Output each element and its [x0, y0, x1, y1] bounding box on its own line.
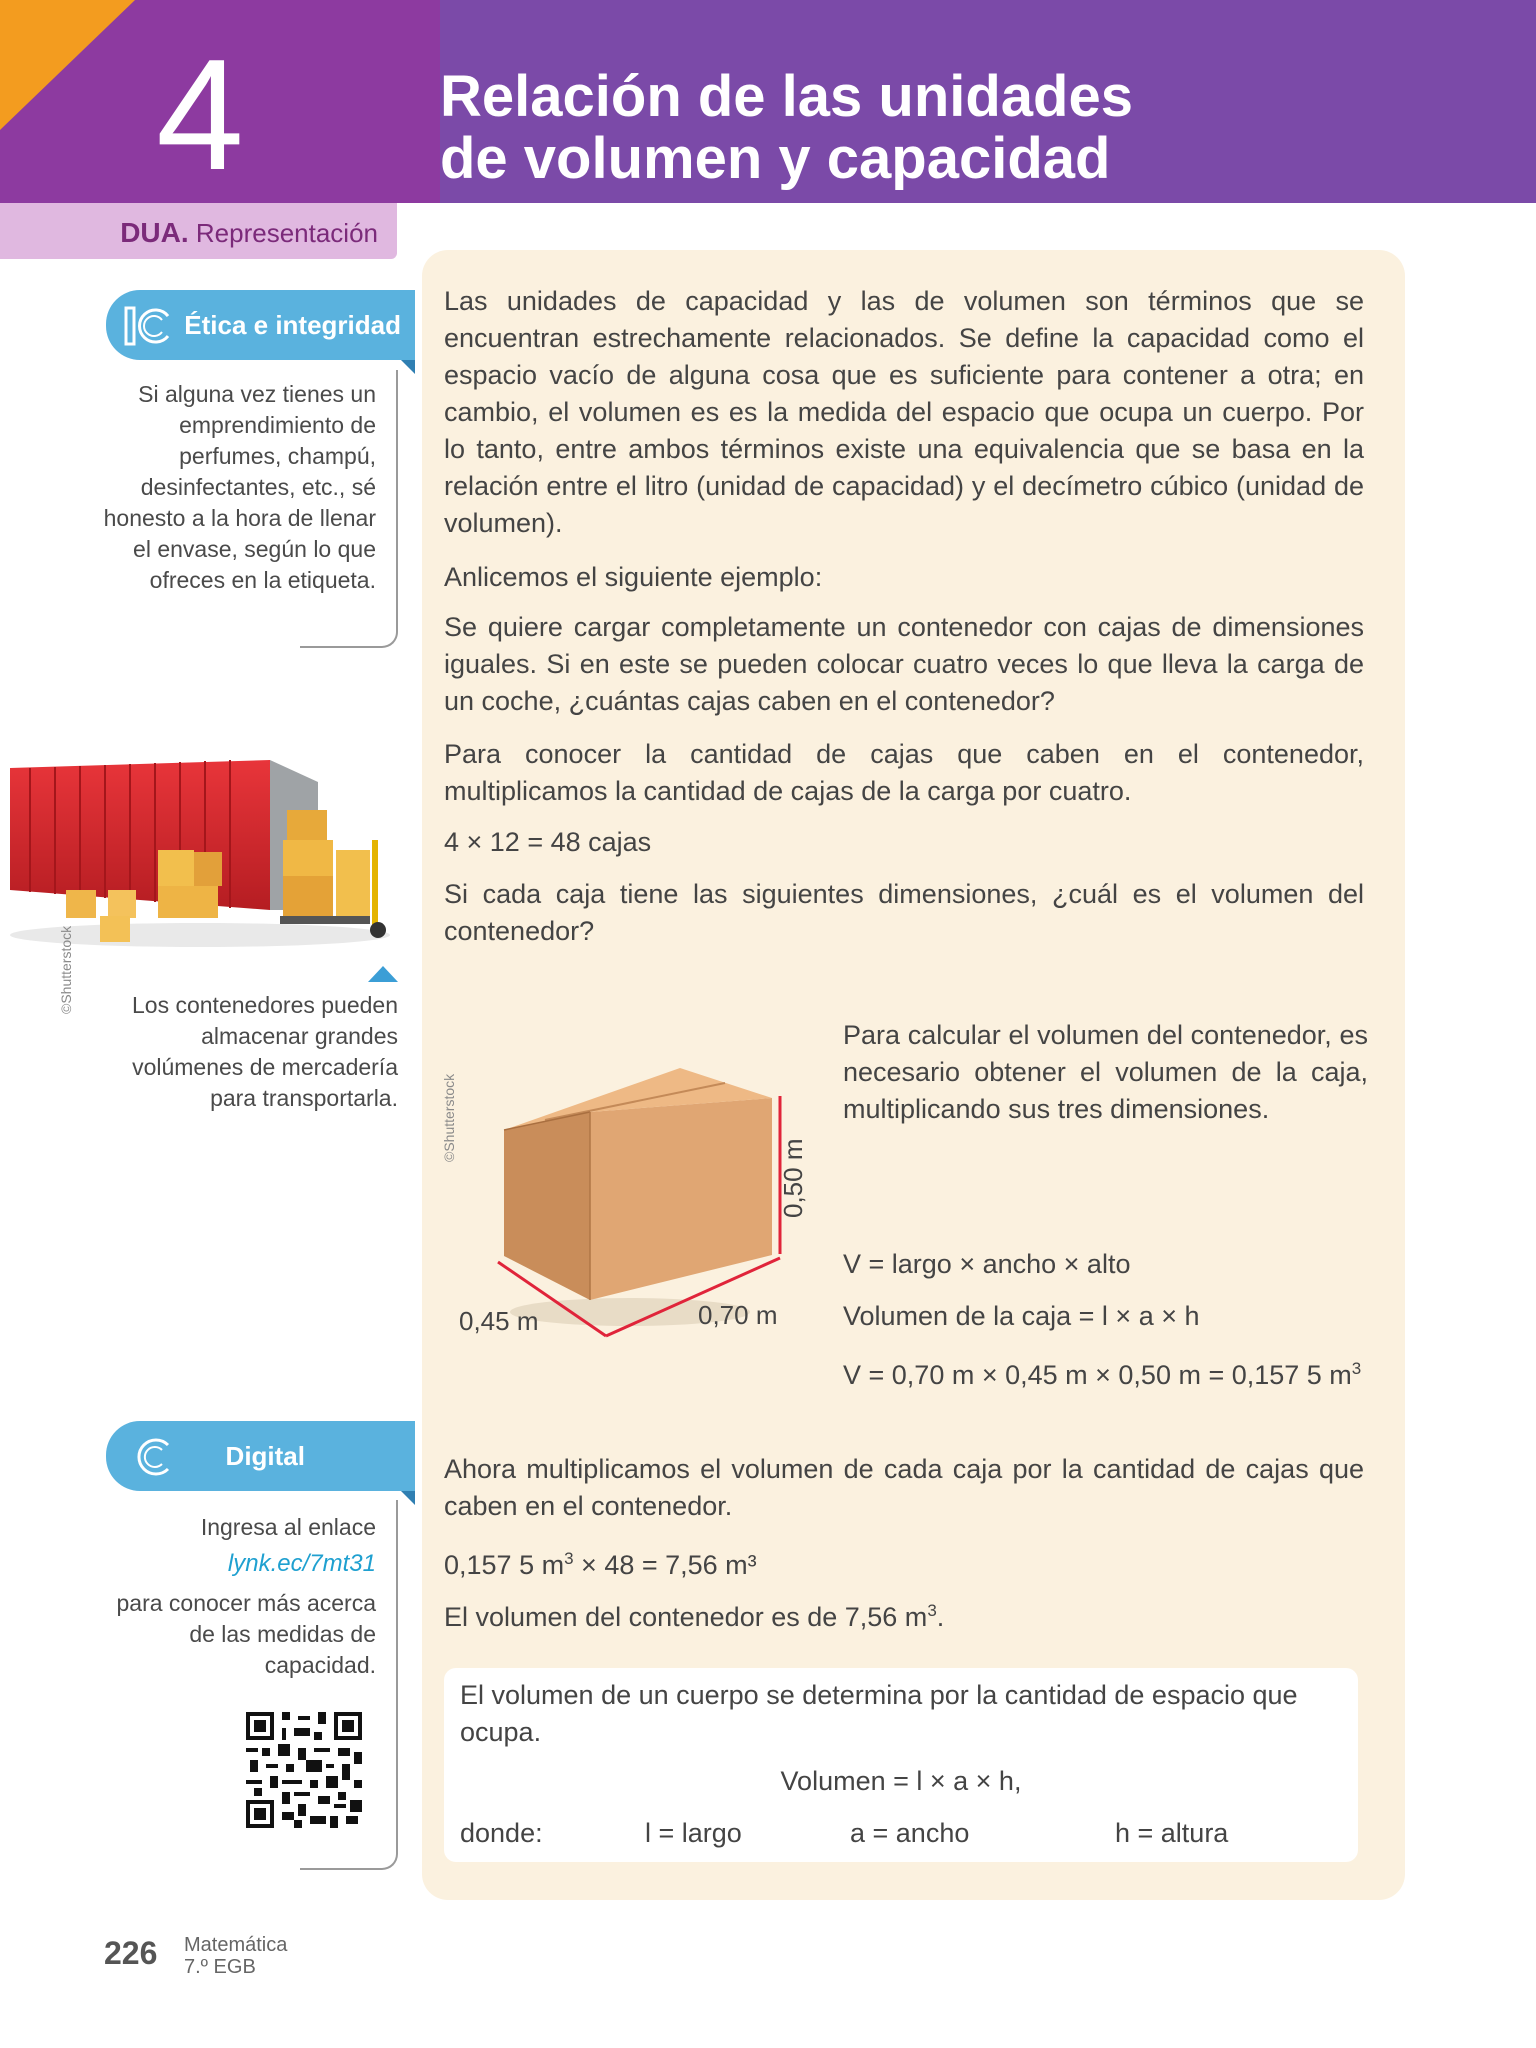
- qr-code[interactable]: [246, 1712, 362, 1828]
- header-corner: [0, 0, 135, 130]
- definition-h: h = altura: [1115, 1818, 1229, 1848]
- conclusion-period: .: [936, 1602, 945, 1632]
- dimension-depth: 0,45 m: [459, 1306, 539, 1336]
- cubic-superscript: 3: [927, 1601, 937, 1620]
- conclusion-text: El volumen del contenedor es de 7,56 m: [444, 1602, 928, 1632]
- page-number: 226: [104, 1935, 158, 1971]
- caption-triangle-icon: [368, 966, 398, 982]
- definition-text: El volumen de un cuerpo se determina por la cantidad de espacio que ocupa.: [460, 1680, 1298, 1747]
- definition-where: donde:: [460, 1818, 543, 1848]
- chapter-number: 4: [156, 27, 244, 203]
- shipping-container-image: [0, 740, 398, 950]
- dimension-height: 0,50 m: [778, 1138, 808, 1218]
- etica-tab-corner: [401, 360, 415, 374]
- equation-part-a: 0,157 5 m: [444, 1550, 565, 1580]
- title-line-2: de volumen y capacidad: [440, 126, 1111, 191]
- cubic-superscript: 3: [564, 1549, 574, 1568]
- etica-tab: [106, 290, 415, 360]
- formula-volume: V = largo × ancho × alto: [843, 1249, 1131, 1279]
- digital-tab-corner: [401, 1491, 415, 1505]
- conclusion: [444, 1592, 1364, 1636]
- volume-question: Si cada caja tiene las siguientes dimensiones, ¿cuál es el volumen del contenedor?: [444, 879, 1364, 946]
- box-image-credit: ©Shutterstock: [441, 1073, 457, 1162]
- boxes-equation: 4 × 12 = 48 cajas: [444, 827, 652, 857]
- page-title: [440, 66, 1340, 190]
- calc-explanation: Para calcular el volumen del contenedor, es necesario obtener el volumen de la caja, multiplicando sus tres dimensiones.: [843, 1020, 1368, 1124]
- total-volume-explanation: Ahora multiplicamos el volumen de cada caja por la cantidad de cajas que caben en el contenedor.: [444, 1454, 1364, 1521]
- digital-text-2: para conocer más acerca de las medidas de capacidad.: [116, 1590, 376, 1678]
- example-intro: Anlicemos el siguiente ejemplo:: [444, 562, 823, 592]
- grade-level: 7.º EGB: [184, 1956, 256, 1978]
- formula-box-volume: Volumen de la caja = l × a × h: [843, 1301, 1200, 1331]
- container-caption: Los contenedores pueden almacenar grandes volúmenes de mercadería para transportarla.: [132, 992, 398, 1111]
- formula-calculation-text: V = 0,70 m × 0,45 m × 0,50 m = 0,157 5 m: [843, 1360, 1352, 1390]
- dua-label: [0, 217, 378, 249]
- subject-name: Matemática: [184, 1934, 288, 1956]
- digital-text-1: Ingresa al enlace: [200, 1514, 376, 1540]
- digital-link[interactable]: lynk.ec/7mt31: [227, 1550, 376, 1577]
- subject-label: [184, 1934, 287, 1978]
- formula-calculation: [843, 1350, 1368, 1394]
- dimension-width: 0,70 m: [698, 1300, 778, 1330]
- intro-paragraph: Las unidades de capacidad y las de volumen son términos que se encuentran estrechamente relacionados. Se define la capacidad como el espacio vacío de alguna cosa que es suficiente para contener a otra; en cambio, el volumen es es la medida del espacio que ocupa un cuerpo. Por lo tanto, entre ambos términos existe una equivalencia que se basa en la relación entre el litro (unidad de capacidad) y el decímetro cúbico (unidad de volumen).: [444, 286, 1364, 538]
- definition-formula: Volumen = l × a × h,: [780, 1766, 1022, 1796]
- definition-l: l = largo: [645, 1818, 742, 1848]
- digital-title: Digital: [225, 1441, 305, 1471]
- title-line-1: Relación de las unidades: [440, 64, 1133, 129]
- cubic-superscript: 3: [1351, 1359, 1362, 1378]
- digital-tab: [106, 1421, 415, 1491]
- multiply-explanation: Para conocer la cantidad de cajas que caben en el contenedor, multiplicamos la cantidad de cajas de la carga por cuatro.: [444, 739, 1364, 806]
- problem-statement: Se quiere cargar completamente un contenedor con cajas de dimensiones iguales. Si en este se pueden colocar cuatro veces lo que lleva la carga de un coche, ¿cuántas cajas caben en el contenedor?: [444, 612, 1364, 716]
- definition-a: a = ancho: [850, 1818, 970, 1848]
- etica-text: Si alguna vez tienes un emprendimiento de perfumes, champú, desinfectantes, etc., sé honesto a la hora de llenar el envase, según lo que ofreces en la etiqueta.: [103, 381, 376, 593]
- etica-title: Ética e integridad: [184, 310, 401, 340]
- container-image-credit: ©Shutterstock: [58, 925, 74, 1014]
- equation-part-b: × 48 = 7,56 m³: [573, 1550, 757, 1580]
- dua-bold: DUA.: [120, 217, 189, 248]
- dua-text: Representación: [188, 218, 378, 248]
- total-volume-equation: [444, 1540, 1364, 1584]
